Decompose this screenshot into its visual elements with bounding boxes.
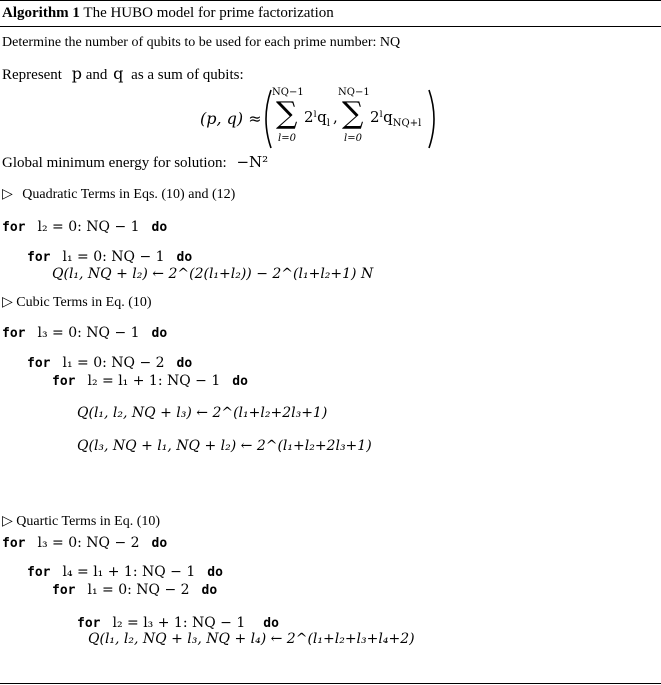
sum1-upper: NQ−1	[272, 87, 304, 98]
quartic-loop-l3: for l₃ = 0: NQ − 2 do	[2, 535, 168, 551]
bottom-rule	[0, 683, 661, 684]
formula-lhs: (p, q) ≈	[200, 109, 262, 128]
sum1-lower: l=0	[278, 133, 296, 144]
sum1-sigma: ∑	[276, 96, 298, 131]
sum2-term: 2ˡq$_{NQ+l}$	[370, 108, 422, 129]
algorithm-title	[2, 6, 334, 21]
cubic-assign-2: Q(l₃, NQ + l₁, NQ + l₂) ← 2^(l₁+l₂+2l₃+1)	[77, 438, 372, 454]
sum2-sigma: ∑	[342, 96, 364, 131]
quad-assign: Q(l₁, NQ + l₂) ← 2^(2(l₁+l₂)) − 2^(l₁+l₂+1) N	[52, 266, 374, 282]
intro-line-1: Determine the number of qubits to be used for each prime number: NQ	[2, 35, 401, 50]
quartic-assign: Q(l₁, l₂, NQ + l₃, NQ + l₄) ← 2^(l₁+l₂+l₃+l₄+2)	[88, 631, 415, 647]
triangle-icon: ▷	[2, 186, 13, 202]
section-quartic: ▷ Quartic Terms in Eq. (10)	[2, 513, 161, 529]
global-minimum: Global minimum energy for solution: −N²	[2, 153, 269, 171]
cubic-loop-l3: for l₃ = 0: NQ − 1 do	[2, 325, 168, 341]
top-rule	[0, 0, 661, 1]
sum2-upper: NQ−1	[338, 87, 370, 98]
cubic-assign-1: Q(l₁, l₂, NQ + l₃) ← 2^(l₁+l₂+2l₃+1)	[77, 405, 328, 421]
triangle-icon: ▷	[2, 294, 13, 310]
sum-formula	[200, 88, 440, 150]
section-quadratic: ▷ Quadratic Terms in Eqs. (10) and (12)	[2, 186, 236, 202]
quad-loop-l2: for l₂ = 0: NQ − 1 do	[2, 219, 168, 235]
sum2-lower: l=0	[344, 133, 362, 144]
sum1-term: 2ˡq$_l$	[304, 108, 330, 129]
algorithm-label: Algorithm 1	[2, 5, 80, 21]
cubic-loop-l2: for l₂ = l₁ + 1: NQ − 1 do	[52, 373, 248, 389]
quartic-loop-l4: for l₄ = l₁ + 1: NQ − 1 do	[27, 564, 223, 580]
formula-comma: ,	[333, 108, 338, 126]
quartic-loop-l2: for l₂ = l₃ + 1: NQ − 1 do	[77, 615, 279, 631]
var-p: p	[71, 64, 82, 83]
right-paren	[426, 88, 440, 150]
quartic-loop-l1: for l₁ = 0: NQ − 2 do	[52, 582, 218, 598]
quad-loop-l1: for l₁ = 0: NQ − 1 do	[27, 249, 193, 265]
title-rule	[0, 26, 661, 27]
section-cubic: ▷ Cubic Terms in Eq. (10)	[2, 294, 152, 310]
cubic-loop-l1: for l₁ = 0: NQ − 2 do	[27, 355, 193, 371]
intro-line-2: Represent p and q as a sum of qubits:	[2, 64, 244, 83]
var-q: q	[113, 64, 124, 83]
triangle-icon: ▷	[2, 513, 13, 529]
algorithm-title-text: The HUBO model for prime factorization	[83, 5, 334, 21]
